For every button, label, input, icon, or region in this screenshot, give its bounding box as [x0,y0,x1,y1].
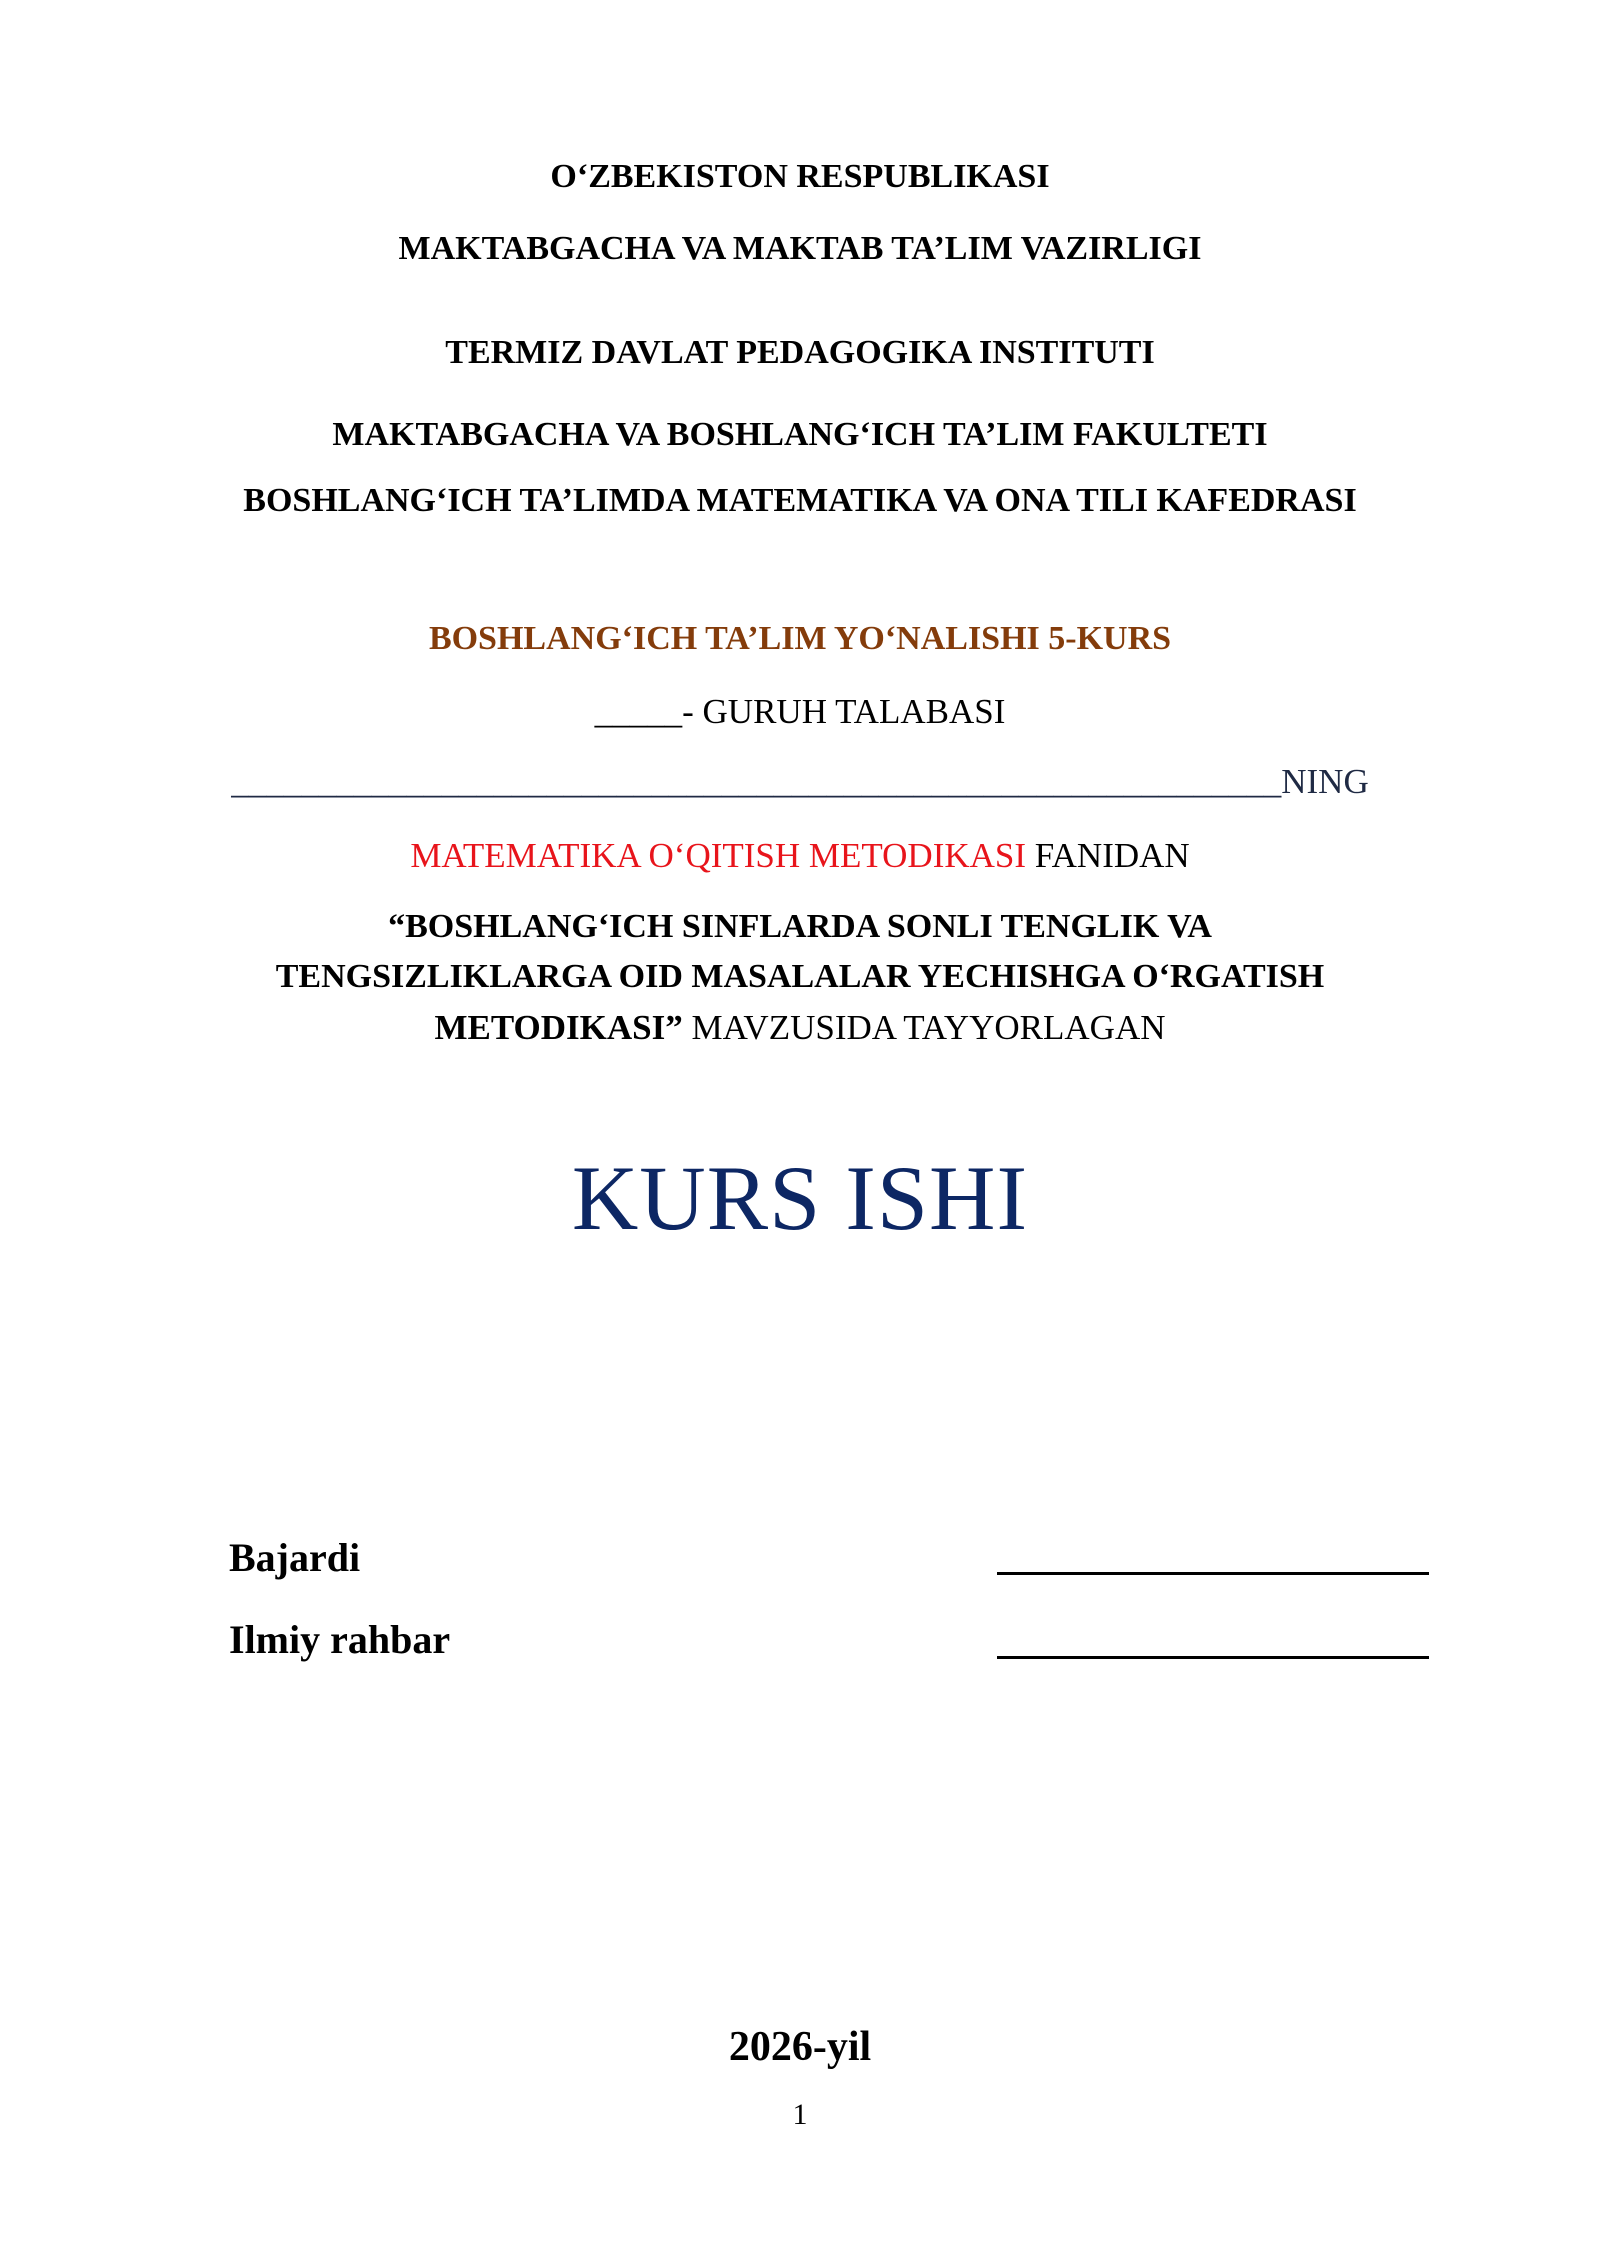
student-name-line [0,764,1600,799]
document-title: KURS ISHI [571,1147,1029,1249]
subject-name: MATEMATIKA O‘QITISH METODIKASI [410,836,1027,875]
country-heading: O‘ZBEKISTON RESPUBLIKASI [550,158,1050,195]
student-name-suffix: NING [1281,762,1369,801]
supervisor-label: Ilmiy rahbar [229,1617,451,1662]
topic-line-3-rest: MAVZUSIDA TAYYORLAGAN [682,1008,1166,1047]
course-line: BOSHLANG‘ICH TA’LIM YO‘NALISHI 5-KURS [428,620,1172,657]
topic-line-2: TENGSIZLIKLARGA OID MASALALAR YECHISHGA O‘RGATISH [275,958,1325,995]
topic-line-3 [0,1010,1600,1045]
performed-by-signature-line [997,1572,1429,1575]
topic-line-3-bold: METODIKASI” [434,1008,683,1047]
performed-by-label: Bajardi [229,1535,361,1580]
institute-heading: TERMIZ DAVLAT PEDAGOGIKA INSTITUTI [445,334,1155,371]
subject-line [0,838,1600,873]
student-name-blank: ____________________________________________________________ [231,762,1282,801]
ministry-heading: MAKTABGACHA VA MAKTAB TA’LIM VAZIRLIGI [398,230,1202,267]
subject-suffix: FANIDAN [1026,836,1190,875]
supervisor-signature-line [997,1656,1429,1659]
year-label: 2026-yil [728,2024,872,2070]
department-heading: BOSHLANG‘ICH TA’LIMDA MATEMATIKA VA ONA TILI KAFEDRASI [243,482,1357,519]
page-number: 1 [792,2098,808,2131]
topic-line-1: “BOSHLANG‘ICH SINFLARDA SONLI TENGLIK VA [388,908,1212,945]
group-line: _____- GURUH TALABASI [594,692,1006,731]
faculty-heading: MAKTABGACHA VA BOSHLANG‘ICH TA’LIM FAKULTETI [332,416,1268,453]
